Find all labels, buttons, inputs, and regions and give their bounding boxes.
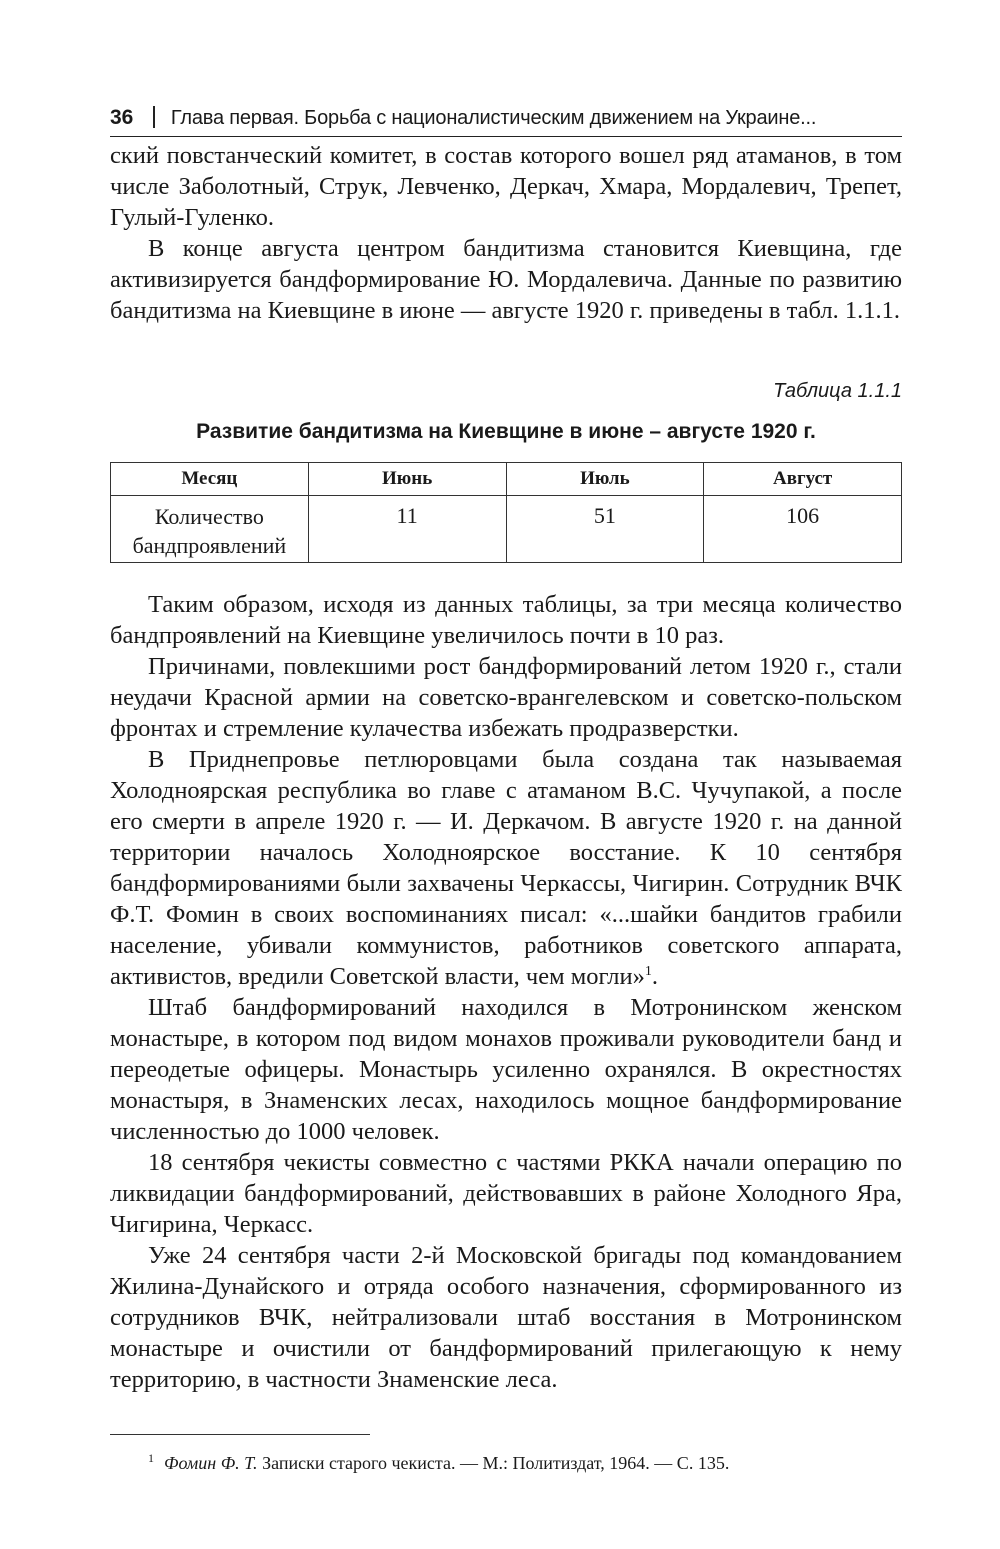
footnote-author: Фомин Ф. Т. [164, 1453, 258, 1473]
paragraph: Штаб бандформирований находился в Мотронинском женском монастыре, в котором под видом монахов проживали руководители банд и переодетые офицеры. Монастырь усиленно охранялся. В окрестностях монастыря, в Знаменских лесах, находилось мощное бандформирование численностью до 1000 человек. [110, 994, 902, 1145]
row-label-cell: Количество бандпроявлений [111, 496, 309, 563]
value-cell-july: 51 [506, 496, 704, 563]
data-table [110, 462, 902, 563]
table-header-row [111, 463, 902, 496]
paragraph-with-quote: В Приднепровье петлюровцами была создана так называемая Холодноярская республика во главе с атаманом В.С. Чучупакой, а после его смерти в апреле 1920 г. — И. Деркачом. В августе 1920 г. на данной территории началось Холодноярское восстание. К 10 сентября бандформированиями были захвачены Черкассы, Чигирин. Сотрудник ВЧК Ф.Т. Фомин в своих воспоминаниях писал: «...шайки бандитов грабили население, убивали коммунистов, работников советского аппарата, активистов, вредили Советской власти, чем могли»$^1$. [110, 746, 902, 990]
footnote-text: Записки старого чекиста. — М.: Политиздат, 1964. — С. 135. [262, 1453, 730, 1473]
footnote-divider [110, 1434, 370, 1435]
table-caption: Таблица 1.1.1 [773, 380, 902, 402]
footnote-number: 1 [148, 1451, 154, 1465]
header-separator [153, 106, 155, 128]
value-cell-august: 106 [704, 496, 902, 563]
table-row [111, 496, 902, 563]
footnote [148, 1446, 908, 1475]
table-title: Развитие бандитизма на Киевщине в июне – августе 1920 г. [196, 420, 816, 443]
value-cell-june: 11 [308, 496, 506, 563]
chapter-title: Глава первая. Борьба с националистическим движением на Украине... [170, 107, 817, 129]
paragraph: В конце августа центром бандитизма становится Киевщина, где активизируется бандформирование Ю. Мордалевича. Данные по развитию бандитизма на Киевщине в июне — августе 1920 г. приведены в табл. 1.1.1. [110, 235, 902, 324]
header-cell-june: Июнь [308, 463, 506, 496]
footnote-reference[interactable]: 1 [644, 963, 652, 979]
header-cell-july: Июль [506, 463, 704, 496]
paragraph-text: В Приднепровье петлюровцами была создана так называемая Холодноярская республика во главе с атаманом В.С. Чучупакой, а после его смерти в апреле 1920 г. — И. Деркачом. В августе 1920 г. на данной территории началось Холодноярское восстание. К 10 сентября бандформированиями были захвачены Черкассы, Чигирин. Сотрудник ВЧК Ф.Т. Фомин в своих воспоминаниях писал: «...шайки бандитов грабили население, убивали коммунистов, работников советского аппарата, активистов, вредили Советской власти, чем могли» [110, 746, 902, 990]
paragraph: Уже 24 сентября части 2-й Московской бригады под командованием Жилина-Дунайского и отряда особого назначения, сформированного из сотрудников ВЧК, нейтрализовали штаб восстания в Мотронинском монастыре и очистили от бандформирований прилегающую к нему территорию, в частности Знаменские леса. [110, 1242, 902, 1393]
paragraph: Причинами, повлекшими рост бандформирований летом 1920 г., стали неудачи Красной армии на советско-врангелевском и советско-польском фронтах и стремление кулачества избежать продразверстки. [110, 653, 902, 742]
paragraph: 18 сентября чекисты совместно с частями РККА начали операцию по ликвидации бандформирований, действовавших в районе Холодного Яра, Чигирина, Черкасс. [110, 1149, 902, 1238]
header-cell-august: Август [704, 463, 902, 496]
intro-text [110, 140, 902, 326]
running-header [110, 100, 902, 137]
header-cell-month: Месяц [111, 463, 309, 496]
paragraph-continued: ский повстанческий комитет, в состав которого вошел ряд атаманов, в том числе Заболотный, Струк, Левченко, Деркач, Хмара, Мордалевич, Трепет, Гулый-Гуленко. [110, 142, 902, 231]
paragraph: Таким образом, исходя из данных таблицы, за три месяца количество бандпроявлений на Киевщине увеличилось почти в 10 раз. [110, 591, 902, 649]
page-number: 36 [110, 106, 134, 129]
main-text [110, 589, 902, 1395]
